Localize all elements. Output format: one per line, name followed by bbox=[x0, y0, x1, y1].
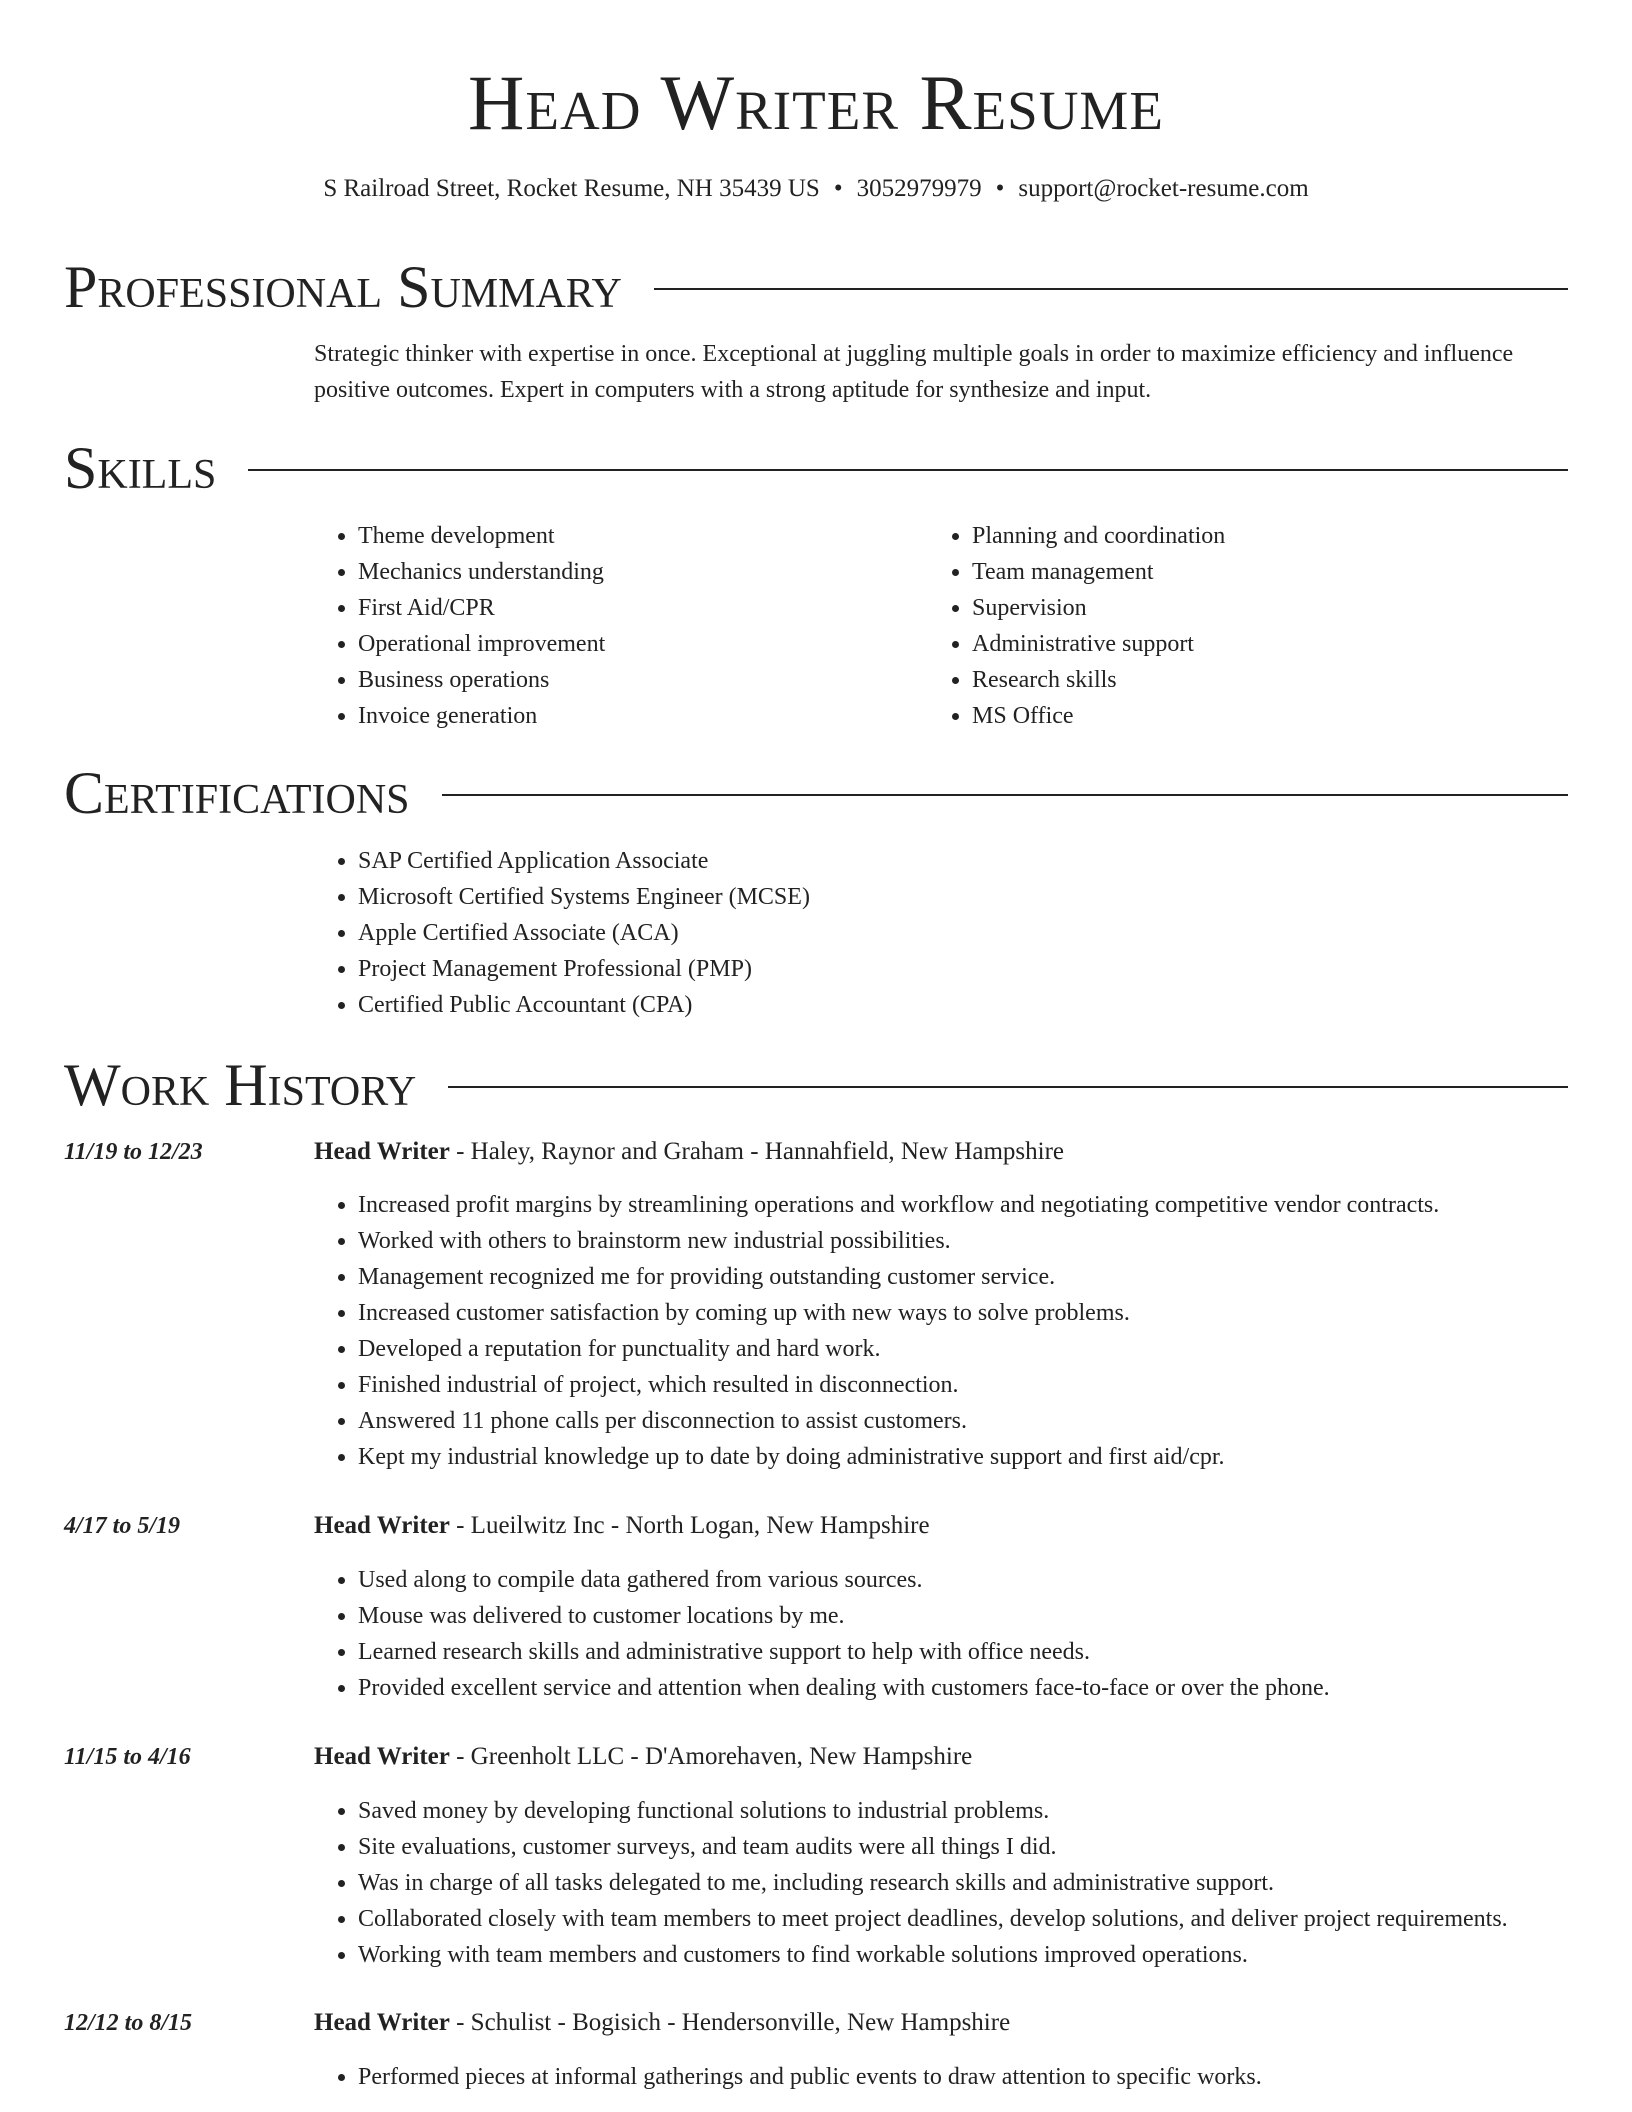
job-heading bbox=[314, 2005, 1010, 2041]
job-bullet: • Increased profit margins by streamlining operations and workflow and negotiating competitive vendor contracts. bbox=[358, 1187, 1604, 1223]
job-employer: - Lueilwitz Inc - North Logan, New Hampshire bbox=[449, 1512, 930, 1539]
skills-section-title: Skills bbox=[64, 435, 217, 501]
job-dates: 11/19 to 12/23 bbox=[64, 1139, 203, 1165]
certifications-section-header bbox=[64, 758, 1568, 828]
work-history-section-title: Work History bbox=[64, 1052, 417, 1118]
skill-item: • Supervision bbox=[972, 590, 1528, 626]
work-history-section-header bbox=[64, 1050, 1568, 1120]
job-bullet: • Mouse was delivered to customer locations by me. bbox=[358, 1598, 1604, 1634]
job-dates: 12/12 to 8/15 bbox=[64, 2010, 193, 2036]
job-bullets bbox=[314, 1187, 1604, 1475]
contact-address: S Railroad Street, Rocket Resume, NH 35439 US bbox=[323, 175, 820, 202]
certification-item: • Apple Certified Associate (ACA) bbox=[358, 915, 810, 951]
job-bullet: • Management recognized me for providing outstanding customer service. bbox=[358, 1259, 1604, 1295]
job-role: Head Writer bbox=[314, 1512, 450, 1539]
job-employer: - Haley, Raynor and Graham - Hannahfield, New Hampshire bbox=[449, 1138, 1064, 1165]
job-bullet: • Used along to compile data gathered from various sources. bbox=[358, 1562, 1604, 1598]
skill-item: • Team management bbox=[972, 554, 1528, 590]
summary-section-title: Professional Summary bbox=[64, 254, 622, 320]
job-role: Head Writer bbox=[314, 1138, 450, 1165]
certification-item: • Certified Public Accountant (CPA) bbox=[358, 987, 810, 1023]
certification-item: • SAP Certified Application Associate bbox=[358, 843, 810, 879]
skill-item: • First Aid/CPR bbox=[358, 590, 914, 626]
job-heading bbox=[314, 1134, 1064, 1170]
certifications-section-title: Certifications bbox=[64, 760, 410, 826]
contact-separator: • bbox=[833, 175, 843, 202]
job-bullets bbox=[314, 1562, 1604, 1706]
certification-item: • Project Management Professional (PMP) bbox=[358, 951, 810, 987]
contact-separator: • bbox=[995, 175, 1005, 202]
job-role: Head Writer bbox=[314, 2009, 450, 2036]
certification-item: • Microsoft Certified Systems Engineer (MCSE) bbox=[358, 879, 810, 915]
resume-title: Head Writer Resume bbox=[468, 59, 1164, 146]
job-dates: 4/17 to 5/19 bbox=[64, 1513, 181, 1539]
section-divider bbox=[442, 794, 1568, 796]
job-bullet: • Worked with others to brainstorm new industrial possibilities. bbox=[358, 1223, 1604, 1259]
summary-section-header bbox=[64, 252, 1568, 322]
job-bullet: • Finished industrial of project, which resulted in disconnection. bbox=[358, 1367, 1604, 1403]
job-bullets bbox=[314, 1793, 1604, 1973]
skill-item: • Invoice generation bbox=[358, 698, 914, 734]
contact-line bbox=[0, 172, 1632, 206]
skill-item: • MS Office bbox=[972, 698, 1528, 734]
skill-item: • Theme development bbox=[358, 518, 914, 554]
job-bullet: • Increased customer satisfaction by coming up with new ways to solve problems. bbox=[358, 1295, 1604, 1331]
skill-item: • Administrative support bbox=[972, 626, 1528, 662]
job-bullet: • Collaborated closely with team members to meet project deadlines, develop solutions, and deliver project requirements. bbox=[358, 1901, 1604, 1937]
job-bullet: • Working with team members and customers to find workable solutions improved operations. bbox=[358, 1937, 1604, 1973]
job-employer: - Schulist - Bogisich - Hendersonville, New Hampshire bbox=[449, 2009, 1011, 2036]
section-divider bbox=[248, 469, 1568, 471]
contact-phone: 3052979979 bbox=[856, 175, 982, 202]
job-bullet: • Saved money by developing functional solutions to industrial problems. bbox=[358, 1793, 1604, 1829]
certifications-list bbox=[314, 843, 810, 1023]
section-divider bbox=[448, 1086, 1568, 1088]
summary-text: Strategic thinker with expertise in once. Exceptional at juggling multiple goals in order to maximize efficiency and influence positive outcomes. Expert in computers with a strong aptitude for synthesize and input. bbox=[314, 341, 1514, 403]
job-bullet: • Site evaluations, customer surveys, and team audits were all things I did. bbox=[358, 1829, 1604, 1865]
skills-section-header bbox=[64, 433, 1568, 503]
skill-item: • Research skills bbox=[972, 662, 1528, 698]
skill-item: • Planning and coordination bbox=[972, 518, 1528, 554]
job-role: Head Writer bbox=[314, 1743, 450, 1770]
job-dates: 11/15 to 4/16 bbox=[64, 1744, 191, 1770]
job-bullet: • Answered 11 phone calls per disconnection to assist customers. bbox=[358, 1403, 1604, 1439]
job-bullet: • Provided excellent service and attention when dealing with customers face-to-face or over the phone. bbox=[358, 1670, 1604, 1706]
section-divider bbox=[654, 288, 1568, 290]
job-bullet: • Was in charge of all tasks delegated to me, including research skills and administrative support. bbox=[358, 1865, 1604, 1901]
job-heading bbox=[314, 1739, 972, 1775]
skill-item: • Operational improvement bbox=[358, 626, 914, 662]
skills-right-column bbox=[928, 518, 1528, 734]
job-bullet: • Kept my industrial knowledge up to date by doing administrative support and first aid/cpr. bbox=[358, 1439, 1604, 1475]
job-bullets bbox=[314, 2059, 1604, 2095]
job-heading bbox=[314, 1508, 930, 1544]
job-bullet: • Performed pieces at informal gatherings and public events to draw attention to specific works. bbox=[358, 2059, 1604, 2095]
job-employer: - Greenholt LLC - D'Amorehaven, New Hampshire bbox=[449, 1743, 973, 1770]
job-bullet: • Learned research skills and administrative support to help with office needs. bbox=[358, 1634, 1604, 1670]
job-bullet: • Developed a reputation for punctuality and hard work. bbox=[358, 1331, 1604, 1367]
contact-email: support@rocket-resume.com bbox=[1018, 175, 1309, 202]
skill-item: • Business operations bbox=[358, 662, 914, 698]
skills-left-column bbox=[314, 518, 914, 734]
skill-item: • Mechanics understanding bbox=[358, 554, 914, 590]
